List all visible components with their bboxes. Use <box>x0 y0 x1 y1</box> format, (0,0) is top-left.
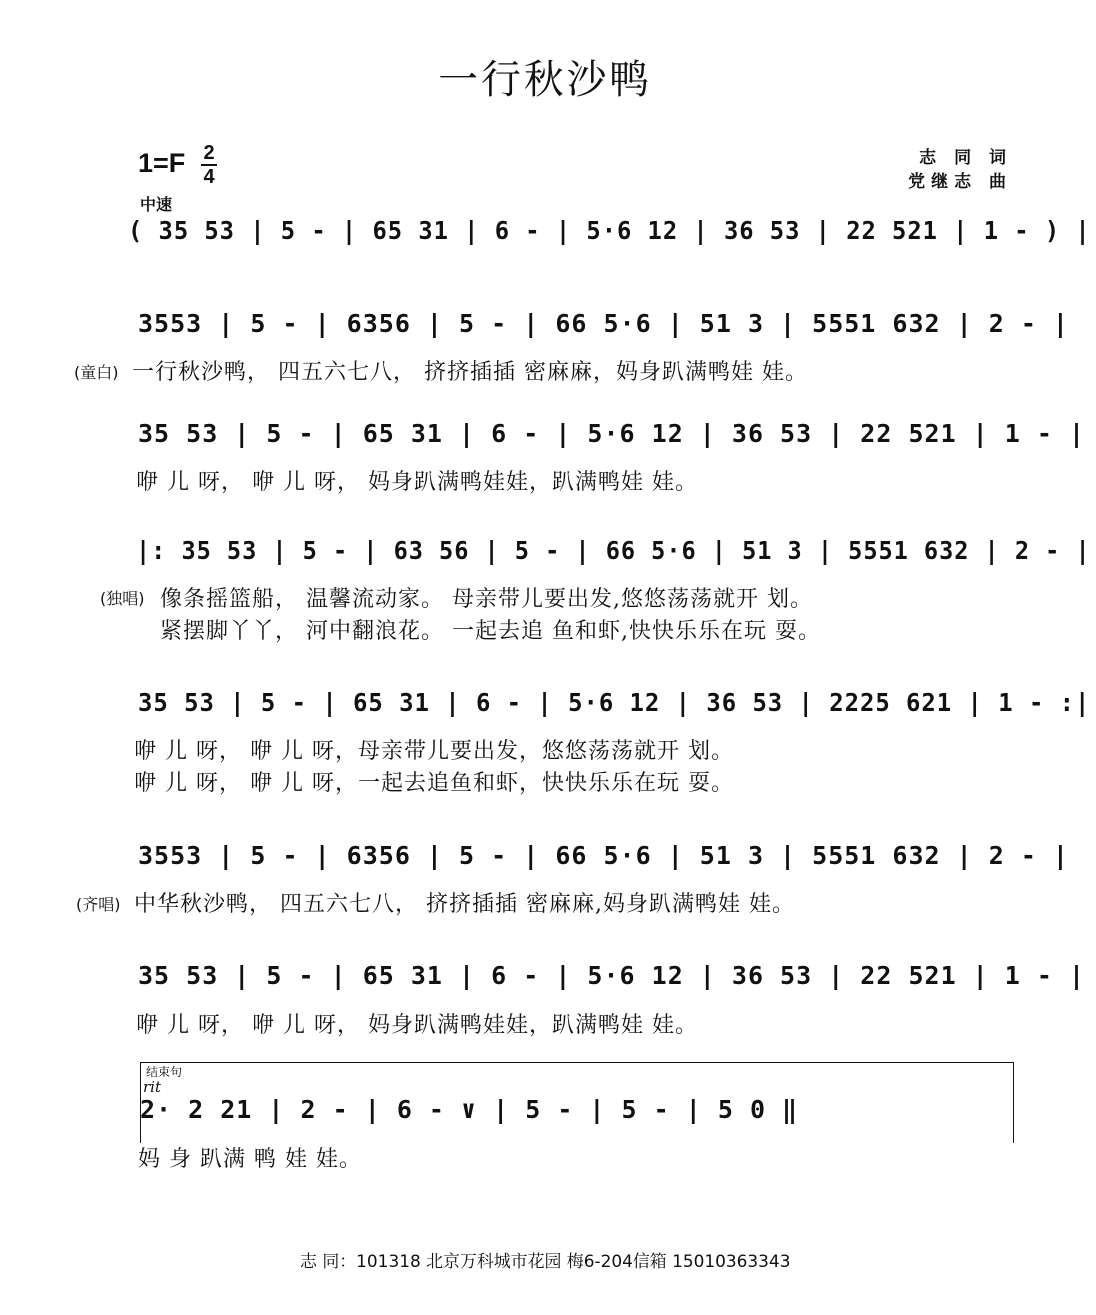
ritardando-mark: rit <box>143 1078 161 1096</box>
ending-lyrics: 妈 身 趴满 鸭 娃 娃。 <box>138 1147 362 1172</box>
lyric-line-1: 一行秋沙鸭， 四五六七八， 挤挤插插 密麻麻，妈身趴满鸭娃 娃。 <box>132 360 808 385</box>
lyric-line-4a: 咿 儿 呀， 咿 儿 呀，母亲带儿要出发，悠悠荡荡就开 划。 <box>134 739 734 764</box>
song-title: 一行秋沙鸭 <box>438 57 653 103</box>
notation-line-5: 3553 | 5 - | 6356 | 5 - | 66 5·6 | 51 3 | 5551 632 | 2 - | <box>138 841 1069 870</box>
part-label-1: (童白) <box>74 363 119 382</box>
notation-line-2: 35 53 | 5 - | 65 31 | 6 - | 5·6 12 | 36 53 | 22 521 | 1 - | <box>138 419 1086 448</box>
tempo-marking: 中速 <box>140 195 173 214</box>
lyric-line-3b: 紧摆脚丫丫， 河中翻浪花。 一起去追 鱼和虾,快快乐乐在玩 耍。 <box>160 619 821 644</box>
contact-footer: 志 同：101318 北京万科城市花园 梅6-204信箱 15010363343 <box>300 1252 791 1272</box>
notation-line-1: 3553 | 5 - | 6356 | 5 - | 66 5·6 | 51 3 | 5551 632 | 2 - | <box>138 309 1069 338</box>
key-signature: 1=F <box>138 148 186 178</box>
lyric-line-3a: 像条摇篮船， 温馨流动家。 母亲带儿要出发,悠悠荡荡就开 划。 <box>160 587 813 612</box>
lyric-line-4b: 咿 儿 呀， 咿 儿 呀，一起去追鱼和虾，快快乐乐在玩 耍。 <box>134 771 734 796</box>
notation-line-6: 35 53 | 5 - | 65 31 | 6 - | 5·6 12 | 36 53 | 22 521 | 1 - | <box>138 961 1086 990</box>
ending-box-label: 结束句 <box>146 1065 183 1079</box>
time-signature-top: 2 <box>203 142 215 164</box>
lyric-line-6: 咿 儿 呀， 咿 儿 呀， 妈身趴满鸭娃娃，趴满鸭娃 娃。 <box>136 1013 698 1038</box>
composer-credit: 党继志 曲 <box>908 172 1012 192</box>
part-label-3: (独唱) <box>100 589 145 608</box>
lyric-line-2: 咿 儿 呀， 咿 儿 呀， 妈身趴满鸭娃娃，趴满鸭娃 娃。 <box>136 470 698 495</box>
lyric-line-5: 中华秋沙鸭， 四五六七八， 挤挤插插 密麻麻,妈身趴满鸭娃 娃。 <box>134 892 795 917</box>
notation-line-4: 35 53 | 5 - | 65 31 | 6 - | 5·6 12 | 36 53 | 2225 621 | 1 - :| <box>138 688 1091 717</box>
lyricist-credit: 志 同 词 <box>919 148 1012 168</box>
part-label-5: (齐唱) <box>76 895 121 914</box>
time-signature <box>201 143 217 187</box>
intro-notation: ( 35 53 | 5 - | 65 31 | 6 - | 5·6 12 | 36 53 | 22 521 | 1 - ) | <box>128 216 1091 245</box>
time-signature-bottom: 4 <box>203 166 215 188</box>
notation-line-3: |: 35 53 | 5 - | 63 56 | 5 - | 66 5·6 | 51 3 | 5551 632 | 2 - | <box>136 536 1091 565</box>
ending-notation: 2· 2 21 | 2 - | 6 - ∨ | 5 - | 5 - | 5 0 ‖ <box>140 1095 799 1124</box>
